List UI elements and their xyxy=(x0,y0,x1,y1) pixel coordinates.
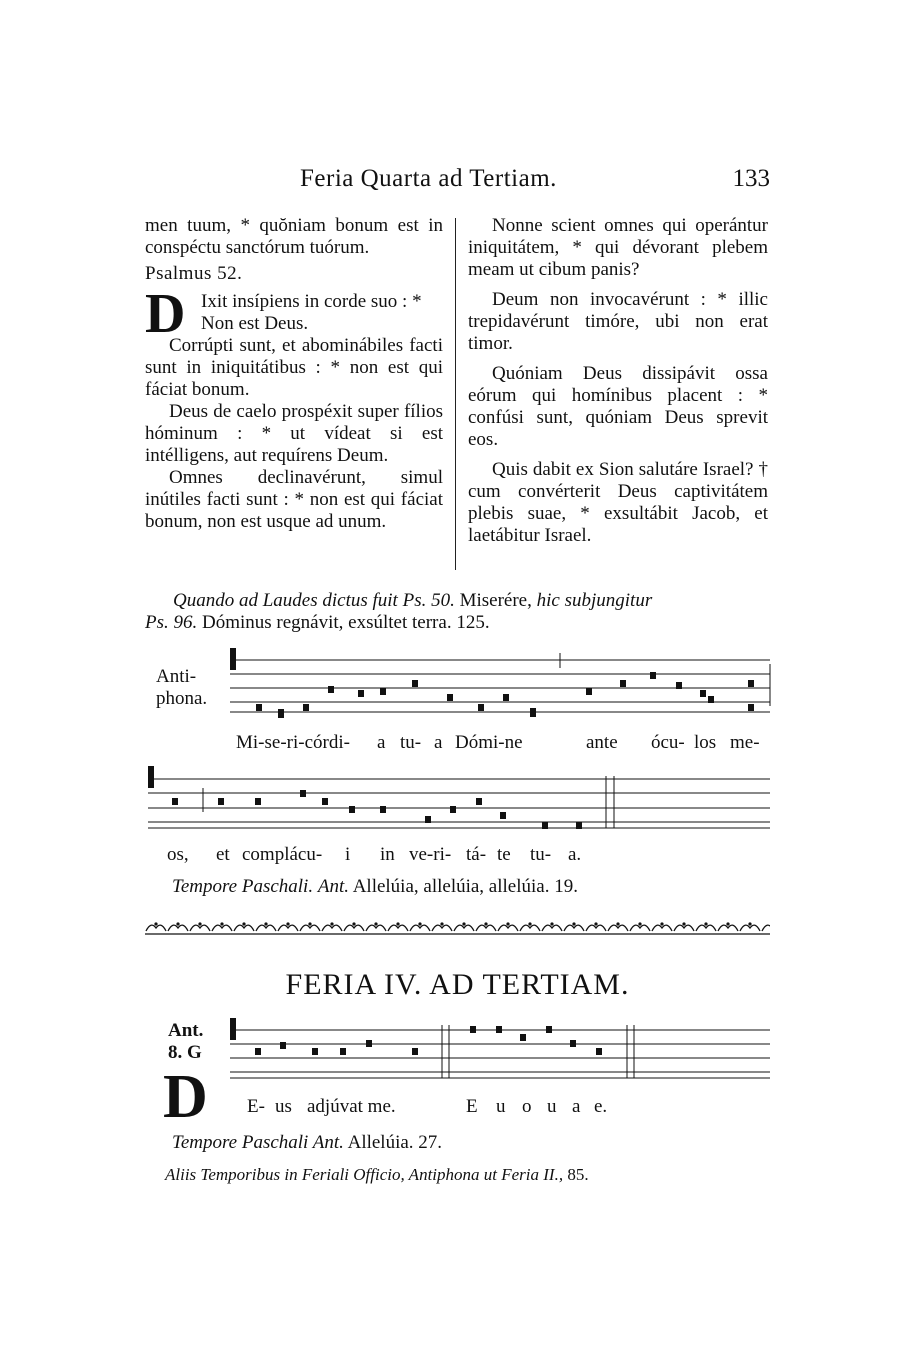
lyrics-line-3 xyxy=(0,1096,903,1122)
rubric-laudes-c: Miserére, xyxy=(459,590,532,611)
antiphon-label-a: Anti- xyxy=(156,666,197,687)
lyric-syllable: us xyxy=(275,1096,292,1117)
lyric-syllable: in xyxy=(380,844,395,865)
lyric-syllable: a. xyxy=(568,844,582,865)
lyric-syllable: ócu- xyxy=(651,732,685,753)
lyric-syllable: Dómi-ne xyxy=(455,732,523,753)
rubric-laudes-a: Quando ad Laudes dictus fuit xyxy=(173,590,398,611)
rubric-laudes-e: Ps. 96. xyxy=(145,612,198,633)
left-paragraph-3: Corrúpti sunt, et abominábiles facti sunt in iniquitátibus : * non est qui fáciat bonum. xyxy=(145,335,443,400)
rubric-aliis-b: 85. xyxy=(567,1165,589,1184)
psalm-opening-line-2: Non est Deus. xyxy=(201,313,309,334)
lyric-syllable: u xyxy=(496,1096,506,1117)
rubric-laudes-b: Ps. 50. xyxy=(402,590,455,611)
lyric-syllable: u xyxy=(547,1096,557,1117)
lyric-syllable: E- xyxy=(247,1096,265,1117)
lyric-syllable: i xyxy=(345,844,351,865)
lyric-syllable: et xyxy=(216,844,230,865)
psalm-heading: Psalmus 52. xyxy=(145,263,243,284)
lyric-syllable: Mi-se-ri-córdi- xyxy=(236,732,350,753)
page-number: 133 xyxy=(732,165,770,192)
left-paragraph-1: men tuum, * quŏniam bonum est in conspéctu sanctórum tuórum. xyxy=(145,215,443,258)
rubric-paschal-2-b: Allelúia. 27. xyxy=(347,1132,443,1153)
psalm-opening-line-1: Ixit insípiens in corde suo : * xyxy=(201,291,422,312)
lyric-syllable: tu- xyxy=(530,844,552,865)
rubric-paschal-1-b: Ant. xyxy=(317,876,349,897)
rubric-paschal-2-a: Tempore Paschali Ant. xyxy=(172,1132,344,1153)
antiphon-label-b: phona. xyxy=(156,688,208,709)
lyric-syllable: a xyxy=(434,732,443,753)
antiphon2-label-a: Ant. xyxy=(168,1020,204,1041)
lyric-syllable: a xyxy=(572,1096,581,1117)
rubric-aliis-a: Aliis Temporibus in Feriali Officio, Antiphona ut Feria II., xyxy=(165,1165,564,1184)
lyric-syllable: e. xyxy=(594,1096,608,1117)
drop-cap: D xyxy=(145,283,186,345)
rubric-paschal-1-c: Allelúia, allelúia, allelúia. 19. xyxy=(352,876,578,897)
rubric-paschal-2 xyxy=(172,1132,442,1154)
right-paragraph-2: Deum non invocavérunt : * illic trepidavérunt timóre, ubi non erat timor. xyxy=(468,289,768,354)
lyric-syllable: os, xyxy=(167,844,189,865)
lyric-syllable: o xyxy=(522,1096,532,1117)
left-paragraph-4: Deus de caelo prospéxit super fílios hóminum : * ut vídeat si est intélligens, aut requírens Deum. xyxy=(145,401,443,466)
page-title: Feria Quarta ad Tertiam. xyxy=(300,165,557,192)
lyric-syllable: te xyxy=(497,844,511,865)
antiphon2-label-b: 8. G xyxy=(168,1042,202,1063)
lyric-syllable: los xyxy=(694,732,717,753)
lyric-syllable: adjúvat me. xyxy=(307,1096,396,1117)
left-paragraph-5: Omnes declinavérunt, simul inútiles facti sunt : * non est qui fáciat bonum, non est usque ad unum. xyxy=(145,467,443,532)
lyric-syllable: ve-ri- xyxy=(409,844,452,865)
rubric-laudes-f: Dóminus regnávit, exsúltet terra. 125. xyxy=(202,612,490,633)
lyric-syllable: ante xyxy=(586,732,618,753)
lyric-syllable: a xyxy=(377,732,386,753)
right-paragraph-4: Quis dabit ex Sion salutáre Israel? † cum convérterit Deus captivitátem plebis suae, * exsultábit Jacob, et laetábitur Israel. xyxy=(468,459,768,546)
lyric-syllable: me- xyxy=(730,732,760,753)
right-paragraph-3: Quóniam Deus dissipávit ossa eórum qui homínibus placent : * confúsi sunt, quóniam Deus sprevit eos. xyxy=(468,363,768,450)
rubric-laudes-d: hic subjungitur xyxy=(536,590,653,611)
lyric-syllable: tu- xyxy=(400,732,422,753)
rubric-aliis xyxy=(165,1164,589,1186)
right-paragraph-1: Nonne scient omnes qui operántur iniquitátem, * qui dévorant plebem meam ut cibum panis? xyxy=(468,215,768,280)
feria-heading: FERIA IV. AD TERTIAM. xyxy=(285,968,630,1001)
lyric-syllable: complácu- xyxy=(242,844,323,865)
rubric-paschal-1-a: Tempore Paschali. xyxy=(172,876,314,897)
lyric-syllable: E xyxy=(466,1096,478,1117)
lyric-syllable: tá- xyxy=(466,844,487,865)
antiphon2-initial: D xyxy=(163,1063,208,1131)
